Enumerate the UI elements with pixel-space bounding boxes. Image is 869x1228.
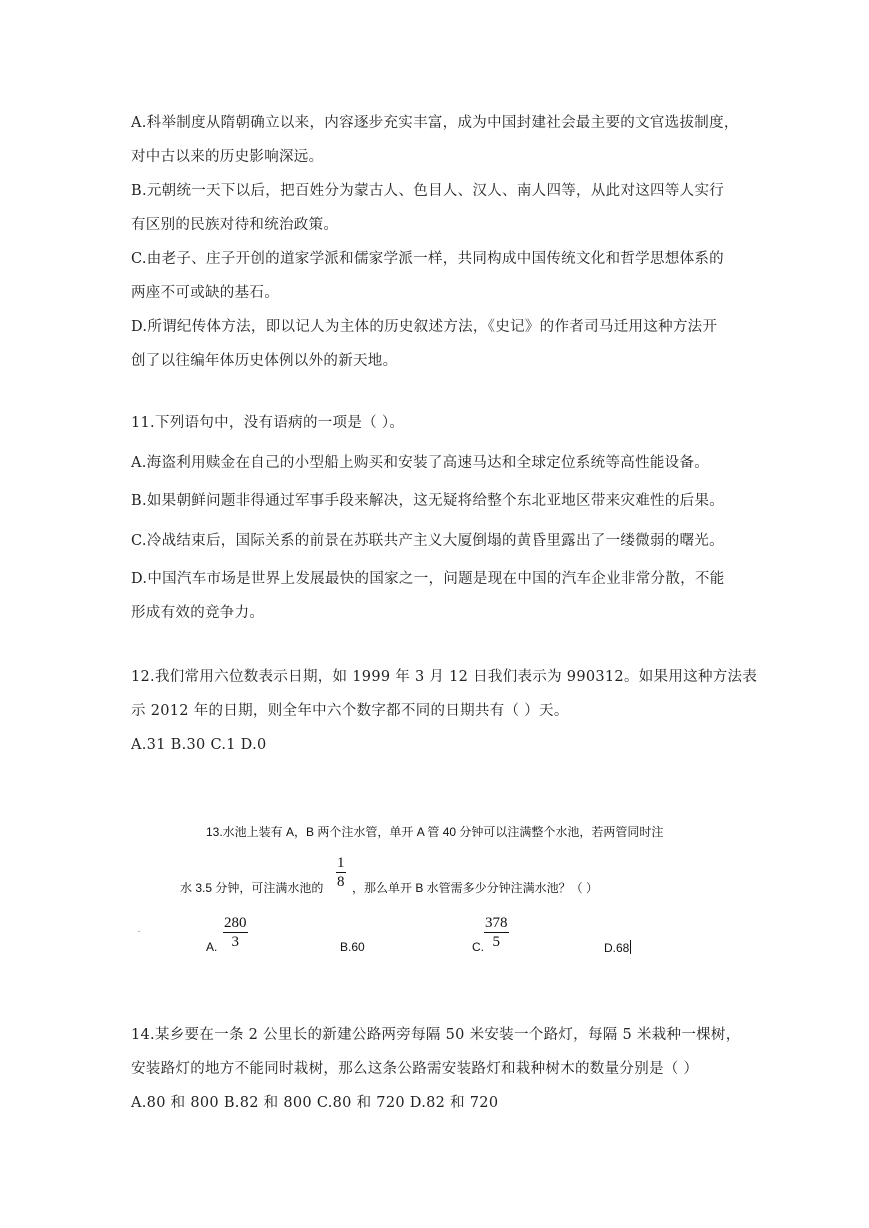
- q13-fraction-num: 1: [337, 855, 345, 871]
- option-a-line2: 对中古以来的历史影响深远。: [131, 149, 324, 165]
- q12-stem-line1: 12.我们常用六位数表示日期，如 1999 年 3 月 12 日我们表示为 990312。如果用这种方法表: [131, 669, 758, 685]
- q14-stem: [131, 1018, 741, 1086]
- option-d-line1: D.所谓纪传体方法，即以记人为主体的历史叙述方法，《史记》的作者司马迁用这种方法开: [131, 319, 718, 335]
- stray-mark: ˘: [138, 930, 141, 939]
- option-c-line1: C.由老子、庄子开创的道家学派和儒家学派一样，共同构成中国传统文化和哲学思想体系的: [131, 251, 724, 267]
- q11-option-b: [131, 484, 741, 518]
- q11-option-b-text: B.如果朝鲜问题非得通过军事手段来解决，这无疑将给整个东北亚地区带来灾难性的后果。: [131, 493, 725, 509]
- q13-line2-after: ，那么单开 B 水管需多少分钟注满水池？（ ）: [352, 881, 599, 895]
- q14-stem-line2: 安装路灯的地方不能同时栽树，那么这条公路需安装路灯和栽种树木的数量分别是（ ）: [131, 1061, 699, 1077]
- q12-options-text: A.31 B.30 C.1 D.0: [131, 737, 267, 753]
- q12-options: [131, 728, 741, 762]
- option-d: [131, 310, 741, 378]
- q13-option-c-den: 5: [492, 934, 500, 950]
- q13-option-b: B.60: [340, 940, 365, 954]
- q11-option-a-text: A.海盗利用赎金在自己的小型船上购买和安装了高速马达和全球定位系统等高性能设备。: [131, 455, 710, 471]
- q13-image-block: [140, 818, 740, 968]
- option-c-line2: 两座不可或缺的基石。: [131, 285, 279, 301]
- q13-line2-before: 水 3.5 分钟，可注满水池的: [180, 881, 324, 895]
- q13-line1: 13.水池上装有 A，B 两个注水管，单开 A 管 40 分钟可以注满整个水池，若两管同时注: [206, 825, 664, 839]
- option-c: [131, 242, 741, 310]
- q14-options: [131, 1086, 741, 1120]
- q11-option-a: [131, 446, 741, 480]
- text-cursor: [630, 940, 631, 954]
- q13-fraction-den: 8: [337, 874, 345, 890]
- q13-option-a-num: 280: [224, 915, 247, 931]
- option-b-line2: 有区别的民族对待和统治政策。: [131, 217, 339, 233]
- q11-option-d-line1: D.中国汽车市场是世界上发展最快的国家之一，问题是现在中国的汽车企业非常分散，不能: [131, 571, 725, 587]
- q12-stem: [131, 660, 758, 728]
- q13-option-d: [604, 940, 631, 955]
- q13-option-c-fraction: [484, 914, 509, 951]
- q13-option-a-fraction: [223, 914, 248, 951]
- q11-option-c: [131, 524, 741, 558]
- option-a: [131, 106, 741, 174]
- q13-option-a-den: 3: [231, 934, 239, 950]
- q13-option-c-label: C.: [472, 940, 484, 954]
- option-b-line1: B.元朝统一天下以后，把百姓分为蒙古人、色目人、汉人、南人四等，从此对这四等人实行: [131, 183, 725, 199]
- q11-stem: [131, 406, 741, 440]
- option-a-line1: A.科举制度从隋朝确立以来，内容逐步充实丰富，成为中国封建社会最主要的文官选拔制度，: [131, 115, 739, 131]
- q13-option-c-num: 378: [485, 915, 508, 931]
- q11-option-d: [131, 562, 741, 630]
- q11-option-d-line2: 形成有效的竞争力。: [131, 605, 265, 621]
- q11-option-c-text: C.冷战结束后，国际关系的前景在苏联共产主义大厦倒塌的黄昏里露出了一缕微弱的曙光。: [131, 533, 724, 549]
- option-b: [131, 174, 741, 242]
- q11-stem-text: 11.下列语句中，没有语病的一项是（ ）。: [131, 415, 405, 431]
- q13-option-d-text: D.68: [604, 941, 630, 955]
- q12-stem-line2: 示 2012 年的日期，则全年中六个数字都不同的日期共有（ ）天。: [131, 703, 569, 719]
- q13-fraction: [336, 854, 346, 891]
- q14-stem-line1: 14.某乡要在一条 2 公里长的新建公路两旁每隔 50 米安装一个路灯，每隔 5 米栽种一棵树，: [131, 1027, 741, 1043]
- q13-option-a-label: A.: [206, 940, 218, 954]
- option-d-line2: 创了以往编年体历史体例以外的新天地。: [131, 353, 398, 369]
- q14-options-text: A.80 和 800 B.82 和 800 C.80 和 720 D.82 和 720: [131, 1095, 499, 1111]
